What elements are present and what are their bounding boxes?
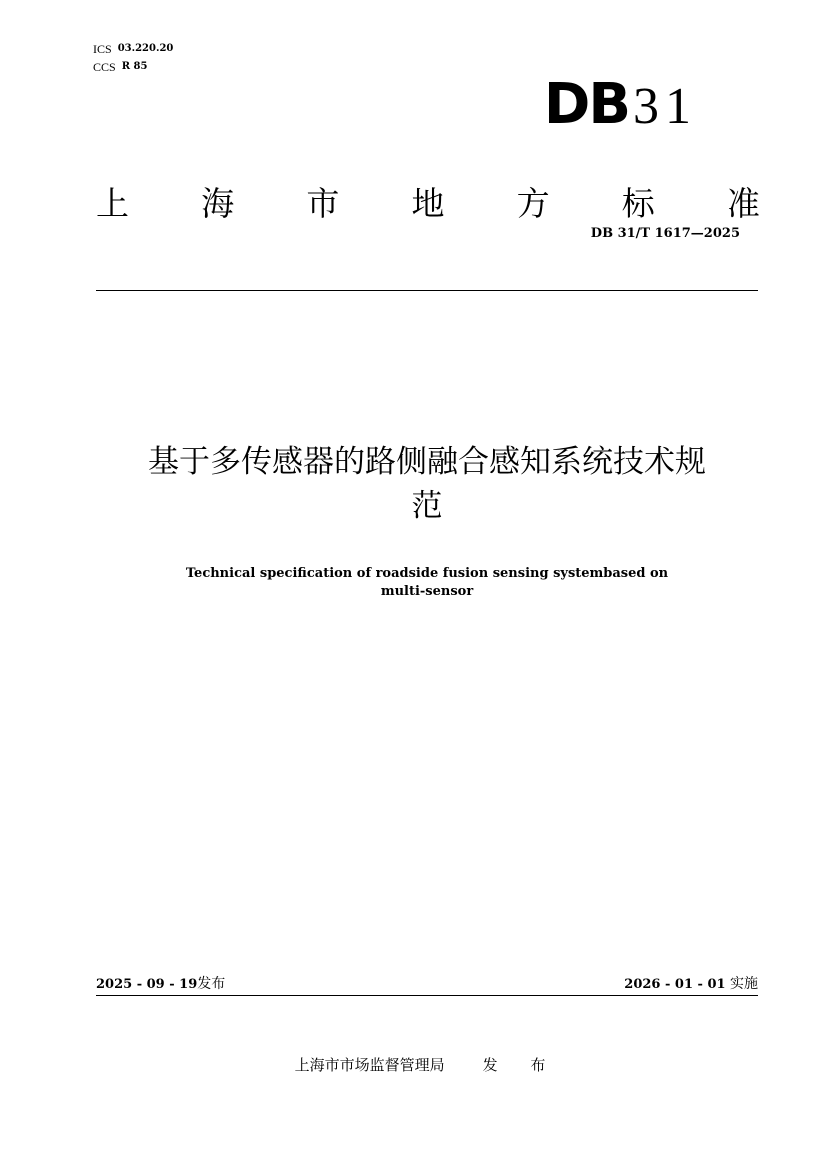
standard-type-char: 标	[621, 184, 655, 223]
title-en-line1: Technical specification of roadside fusion sensing systembased on	[185, 566, 669, 581]
standard-type-char: 地	[411, 184, 445, 223]
issuer-label: 发 布	[482, 1056, 560, 1074]
ccs-code-row	[93, 58, 173, 76]
db-number: 31	[633, 78, 697, 135]
title-zh-line2: 范	[411, 488, 443, 524]
standard-type-title	[96, 178, 760, 225]
bottom-divider	[96, 995, 758, 996]
classification-codes	[93, 40, 173, 76]
standard-type-char: 准	[726, 184, 760, 223]
issuer-line	[96, 1054, 758, 1075]
effective-label: 实施	[730, 976, 758, 992]
release-label: 发布	[197, 976, 226, 992]
document-title-zh	[96, 440, 758, 528]
ics-value: 03.220.20	[117, 43, 174, 54]
top-divider	[96, 290, 758, 291]
db-prefix: DB	[543, 72, 629, 137]
release-date: 2025 - 09 - 19	[96, 977, 198, 992]
issuer-name: 上海市市场监督管理局	[294, 1056, 445, 1074]
ccs-value: R 85	[121, 61, 148, 72]
ccs-label: CCS	[93, 60, 116, 74]
document-title-en	[96, 565, 758, 601]
standard-type-char: 上	[96, 184, 129, 223]
standard-number: DB 31/T 1617—2025	[590, 226, 740, 241]
standard-type-char: 市	[306, 184, 340, 223]
release-date-block	[96, 973, 225, 993]
effective-date-block	[624, 973, 758, 993]
standard-type-char: 海	[201, 184, 235, 223]
ics-code-row	[93, 40, 173, 58]
effective-date: 2026 - 01 - 01	[624, 977, 726, 992]
db31-mark	[544, 72, 697, 137]
title-zh-line1: 基于多传感器的路侧融合感知系统技术规	[148, 444, 706, 480]
ics-label: ICS	[93, 42, 112, 56]
standard-type-char: 方	[516, 184, 550, 223]
title-en-line2: multi-sensor	[380, 584, 474, 599]
